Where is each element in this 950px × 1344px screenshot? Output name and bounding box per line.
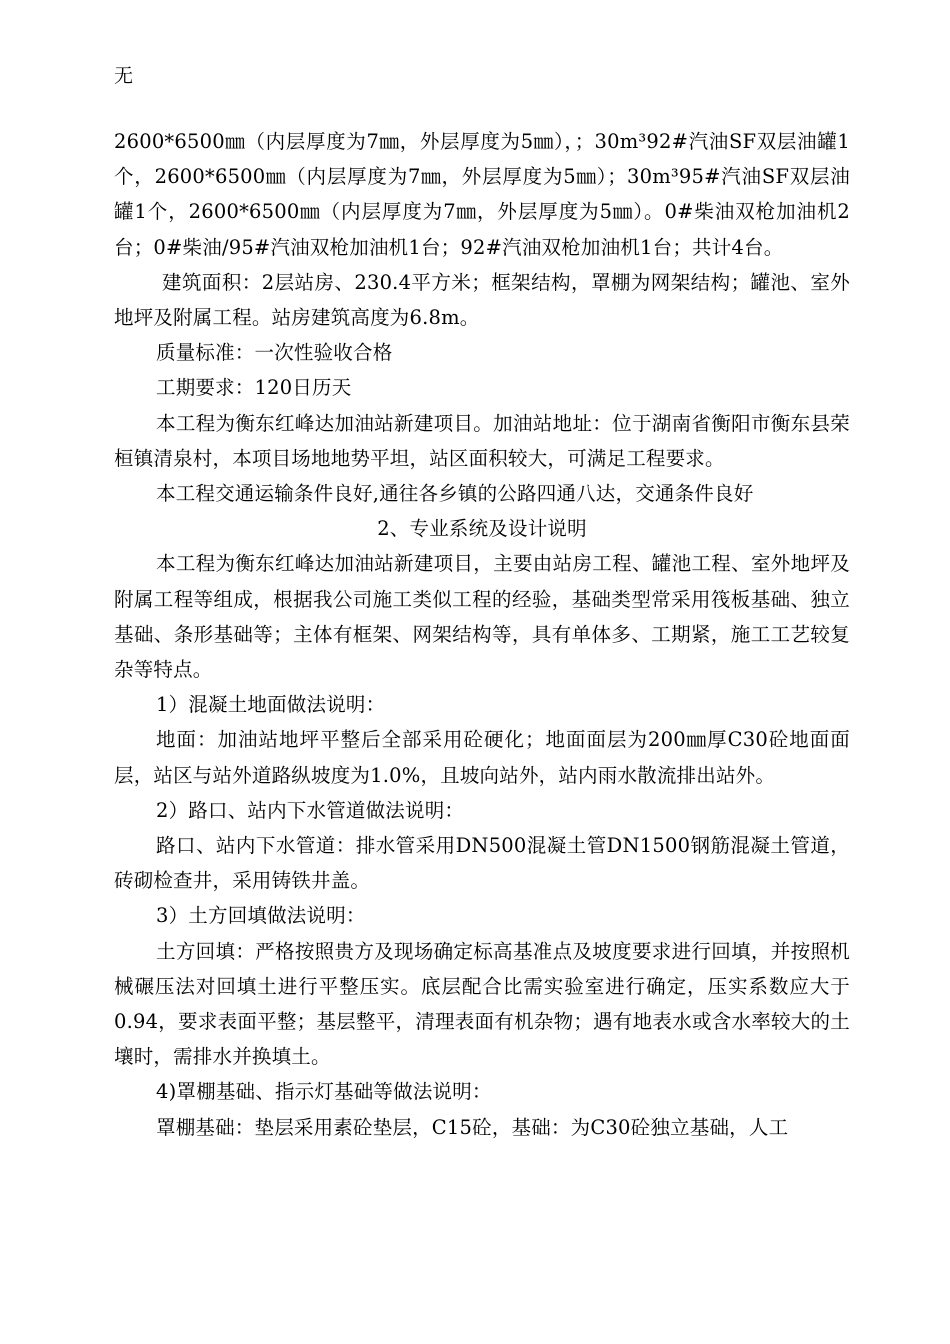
building-area-paragraph: 建筑面积：2层站房、230.4平方米；框架结构，罩棚为网架结构；罐池、室外地坪及附属工程。站房建筑高度为6.8m。 <box>114 270 850 330</box>
concrete-floor-paragraph: 地面：加油站地坪平整后全部采用砼硬化；地面面层为200㎜厚C30砼地面面层，站区与站外道路纵坡度为1.0%，且坡向站外，站内雨水散流排出站外。 <box>114 728 850 787</box>
header-mark: 无 <box>114 65 134 87</box>
backfill-heading: 3）土方回填做法说明： <box>156 904 366 928</box>
traffic-paragraph: 本工程交通运输条件良好,通往各乡镇的公路四通八达，交通条件良好 <box>156 482 754 506</box>
drainage-paragraph: 路口、站内下水管道：排水管采用DN500混凝土管DN1500钢筋混凝土管道，砖砌检查井，采用铸铁井盖。 <box>114 834 850 893</box>
project-overview-paragraph: 本工程为衡东红峰达加油站新建项目，主要由站房工程、罐池工程、室外地坪及附属工程等组成，根据我公司施工类似工程的经验，基础类型常采用筏板基础、独立基础、条形基础等；主体有框架、网架结构等，具有单体多、工期紧，施工工艺较复杂等特点。 <box>114 552 850 682</box>
backfill-paragraph: 土方回填：严格按照贵方及现场确定标高基准点及坡度要求进行回填，并按照机械碾压法对回填土进行平整压实。底层配合比需实验室进行确定，压实系数应大于0.94，要求表面平整；基层整平，清理表面有机杂物；遇有地表水或含水率较大的土壤时，需排水并换填土。 <box>114 939 850 1069</box>
drainage-heading: 2）路口、站内下水管道做法说明： <box>156 798 465 822</box>
schedule-paragraph: 工期要求：120日历天 <box>156 376 352 400</box>
project-location-paragraph: 本工程为衡东红峰达加油站新建项目。加油站地址：位于湖南省衡阳市衡东县荣桓镇清泉村，本项目场地地势平坦，站区面积较大，可满足工程要求。 <box>114 411 850 470</box>
quality-standard-paragraph: 质量标准：一次性验收合格 <box>156 341 393 365</box>
concrete-floor-heading: 1）混凝土地面做法说明： <box>156 693 386 717</box>
canopy-foundation-paragraph: 罩棚基础：垫层采用素砼垫层，C15砼，基础：为C30砼独立基础，人工 <box>156 1115 789 1139</box>
tank-spec-paragraph: 2600*6500㎜（内层厚度为7㎜，外层厚度为5㎜），；30m³92#汽油SF双层油罐1个，2600*6500㎜（内层厚度为7㎜，外层厚度为5㎜）；30m³95#汽油SF双层油罐1个，2600*6500㎜（内层厚度为7㎜，外层厚度为5㎜）。0#柴油双枪加油机2台；0#柴油/95#汽油双枪加油机1台；92#汽油双枪加油机1台；共计4台。 <box>114 130 850 259</box>
canopy-foundation-heading: 4)罩棚基础、指示灯基础等做法说明： <box>156 1080 492 1104</box>
document-body <box>114 124 850 1145</box>
section-heading: 2、专业系统及设计说明 <box>377 517 587 541</box>
